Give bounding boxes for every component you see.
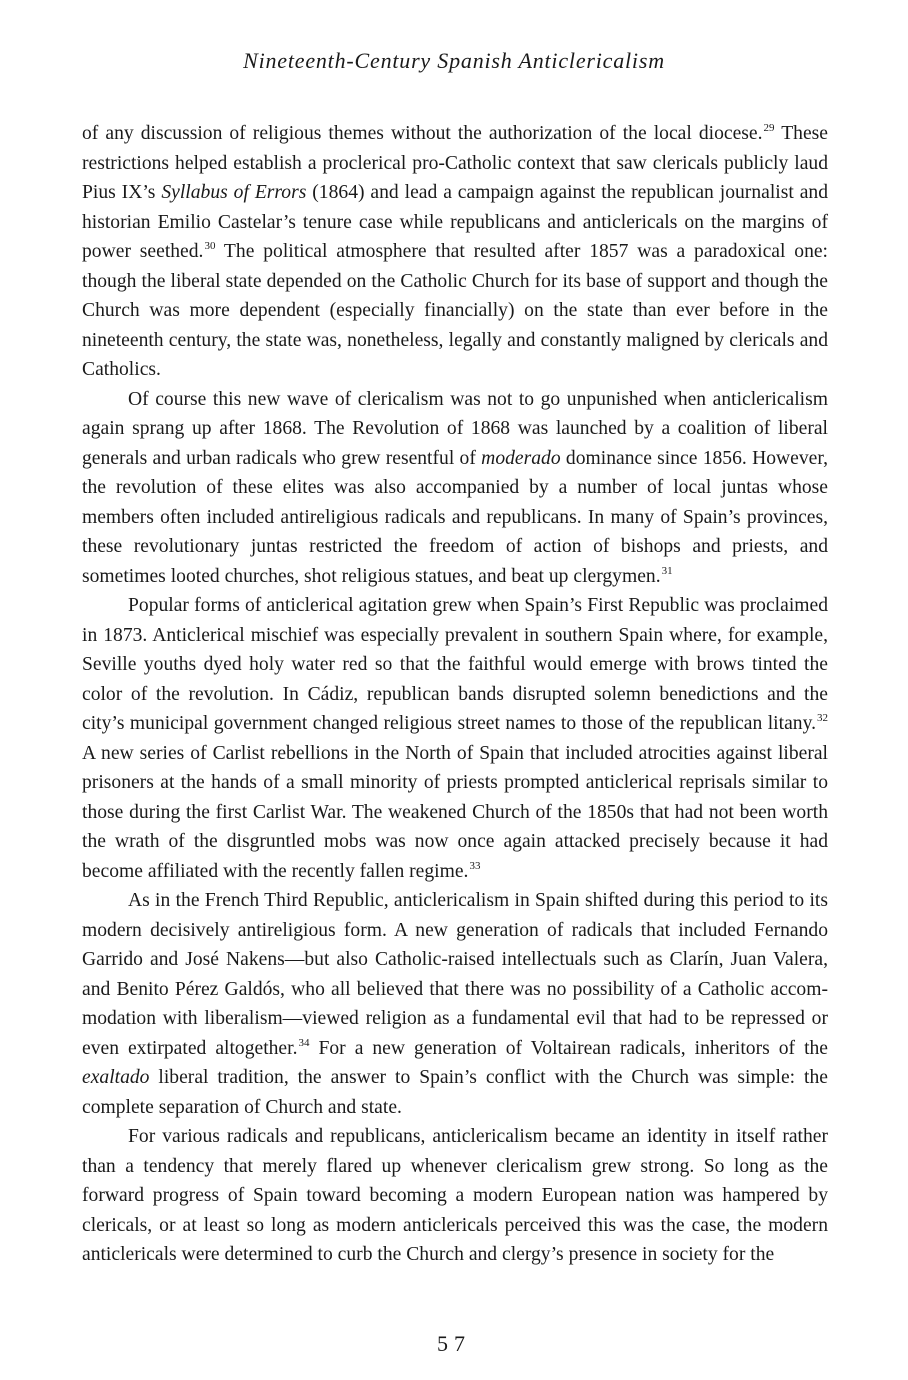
emphasis-term: moderado xyxy=(481,447,561,469)
paragraph-2: Of course this new wave of clericalism was not to go unpunished when anticlericalism again sprang up after 1868. The Revolution of 1868 was launched by a coalition of liberal generals and urban radicals who grew resentful of moderado dominance since 1856. However, the revolution of these elites was also accompanied by a number of local juntas whose members often included antireligious radicals and republicans. In many of Spain’s provinces, these revolutionary juntas restricted the freedom of action of bishops and priests, and sometimes looted churches, shot religious statues, and beat up clergymen.$^{31}$ xyxy=(82,388,829,587)
paragraph-3: Popular forms of anticlerical agitation grew when Spain’s First Republic was proclaimed in 1873. Anticlerical mischief was especially prevalent in southern Spain where, for example, Seville youths dyed holy water red so that the faithful would emerge with brows tinted the color of the revolution. In Cádiz, republican bands disrupted solemn benedictions and the city’s municipal government changed religious street names to those of the republican litany.$^{32}$ A new series of Carlist rebellions in the North of Spain that included atrocities against liberal prisoners at the hands of a small minority of priests prompted anticlerical reprisals similar to those during the first Carlist War. The weakened Church of the 1850s that had not been worth the wrath of the disgruntled mobs was now once again attacked precisely because it had become affiliated with the recently fallen regime.$^{33}$ xyxy=(82,595,828,882)
book-title: Syllabus of Errors xyxy=(161,182,307,203)
running-header: Nineteenth-Century Spanish Anticlericalism xyxy=(243,48,665,73)
emphasis-term: exaltado xyxy=(82,1067,150,1088)
footnote-ref: 33 xyxy=(469,859,481,872)
footnote-ref: 32 xyxy=(817,712,828,725)
footnote-ref: 31 xyxy=(661,564,673,577)
footnote-ref: 29 xyxy=(763,122,775,135)
paragraph-1: of any discussion of religious themes without the authorization of the local diocese.$^{29}$ These restrictions helped establish a proclerical pro-Catholic context that saw clericals publicly laud Pius IX’s Syllabus of Errors (1864) and lead a campaign against the republican journalist and historian Emilio Castelar’s tenure case while republicans and anticlericals on the margins of power seethed.$^{30}$ The political atmosphere that resulted after 1857 was a paradoxical one: though the liberal state depended on the Catholic Church for its base of support and though the Church was more dependent (especially financially) on the state than ever before in the nineteenth century, the state was, nonetheless, legally and constantly maligned by clericals and Catholics. xyxy=(82,122,829,380)
paragraph-5: For various radicals and republicans, anticlericalism became an identity in itself rather than a tendency that merely flared up whenever clericalism grew strong. So long as the forward progress of Spain toward becoming a modern European nation was hampered by clericals, or at least so long as modern anticlericals perceived this was the case, the modern anticlericals were determined to curb the Church and clergy’s presence in society for the xyxy=(82,1126,828,1265)
footnote-ref: 30 xyxy=(204,240,216,253)
body-text xyxy=(82,119,828,1270)
footnote-ref: 34 xyxy=(298,1036,310,1049)
paragraph-4: As in the French Third Republic, anticlericalism in Spain shifted during this period to its modern decisively antireligious form. A new generation of radicals that included Fernando Garrido and José Nakens—but also Catholic-raised intellectuals such as Clarín, Juan Valera, and Benito Pérez Galdós, who all believed that there was no possibility of a Catholic accommodation with liberalism—viewed religion as a fundamental evil that had to be repressed or even extirpated altogether.$^{34}$ For a new generation of Voltairean radicals, inheritors of the exaltado liberal tradition, the answer to Spain’s conflict with the Church was simple: the complete separation of Church and state. xyxy=(82,890,829,1118)
page-number: 57 xyxy=(437,1331,471,1356)
